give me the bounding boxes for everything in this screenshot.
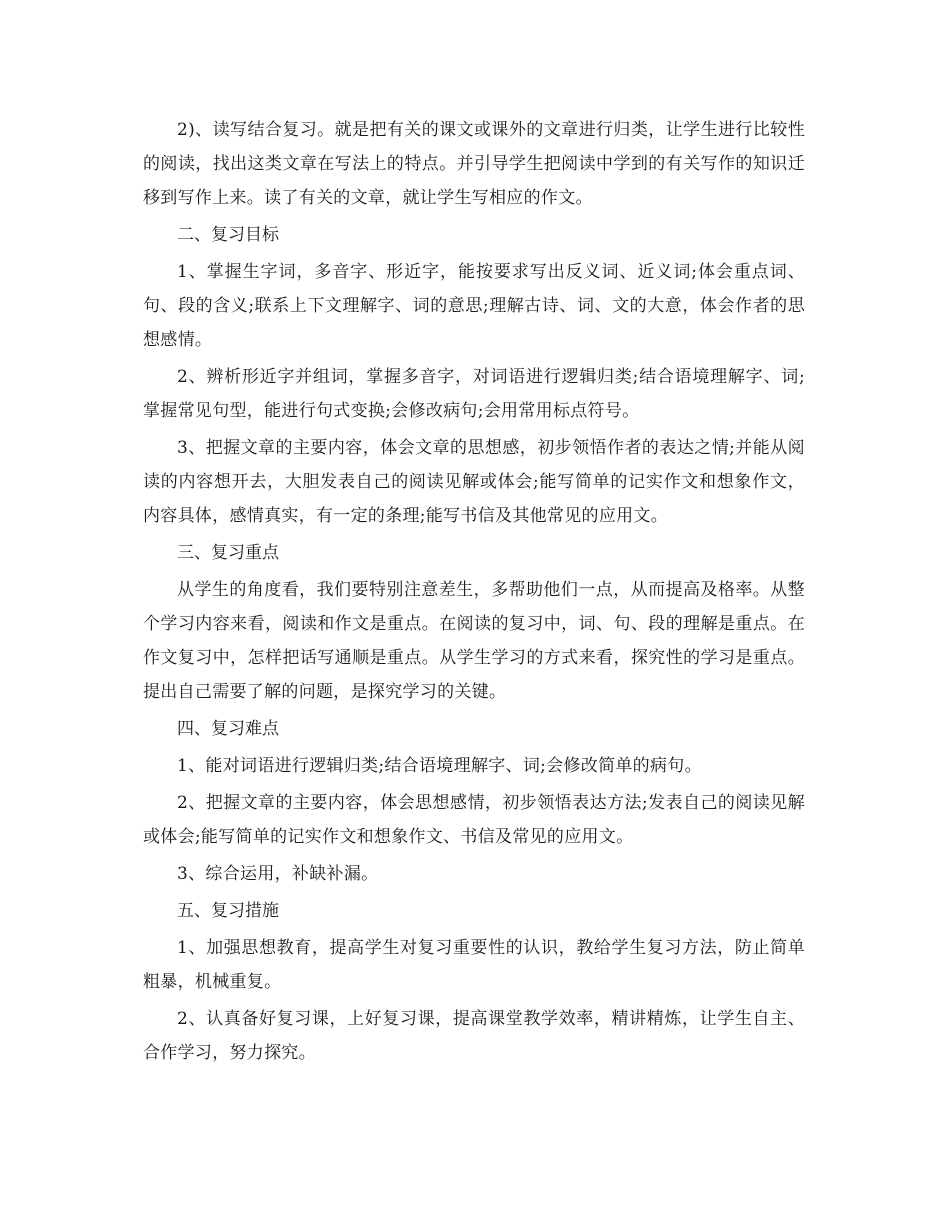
paragraph-difficulty-1: 1、能对词语进行逻辑归类;结合语境理解字、词;会修改简单的病句。 xyxy=(177,756,702,776)
document-body xyxy=(143,113,805,1073)
section-heading-review-measures: 五、复习措施 xyxy=(177,901,279,921)
paragraph-focus: 从学生的角度看，我们要特别注意差生，多帮助他们一点，从而提高及格率。从整个学习内容来看，阅读和作文是重点。在阅读的复习中，词、句、段的理解是重点。在作文复习中，怎样把话写通顺是重点。从学生学习的方式来看，探究性的学习是重点。提出自己需要了解的问题，是探究学习的关键。 xyxy=(143,580,805,702)
paragraph-goal-2: 2、辨析形近字并组词，掌握多音字，对词语进行逻辑归类;结合语境理解字、词;掌握常见句型，能进行句式变换;会修改病句;会用常用标点符号。 xyxy=(143,367,805,421)
paragraph-difficulty-2: 2、把握文章的主要内容，体会思想感情，初步领悟表达方法;发表自己的阅读见解或体会;能写简单的记实作文和想象作文、书信及常见的应用文。 xyxy=(143,793,805,847)
paragraph-measure-1: 1、加强思想教育，提高学生对复习重要性的认识，教给学生复习方法，防止简单粗暴，机械重复。 xyxy=(143,938,805,992)
paragraph-reading-writing-review: 2)、读写结合复习。就是把有关的课文或课外的文章进行归类，让学生进行比较性的阅读，找出这类文章在写法上的特点。并引导学生把阅读中学到的有关写作的知识迁移到写作上来。读了有关的文章，就让学生写相应的作文。 xyxy=(143,120,805,208)
paragraph-goal-1: 1、掌握生字词，多音字、形近字，能按要求写出反义词、近义词;体会重点词、句、段的含义;联系上下文理解字、词的意思;理解古诗、词、文的大意，体会作者的思想感情。 xyxy=(143,262,805,350)
paragraph-measure-2: 2、认真备好复习课，上好复习课，提高课堂教学效率，精讲精炼，让学生自主、合作学习，努力探究。 xyxy=(143,1009,805,1063)
paragraph-difficulty-3: 3、综合运用，补缺补漏。 xyxy=(177,864,379,884)
section-heading-review-focus: 三、复习重点 xyxy=(177,543,279,563)
paragraph-goal-3: 3、把握文章的主要内容，体会文章的思想感，初步领悟作者的表达之情;并能从阅读的内容想开去，大胆发表自己的阅读见解或体会;能写简单的记实作文和想象作文，内容具体，感情真实，有一定的条理;能写书信及其他常见的应用文。 xyxy=(143,438,805,526)
section-heading-review-goals: 二、复习目标 xyxy=(177,225,279,245)
section-heading-review-difficulties: 四、复习难点 xyxy=(177,719,279,739)
